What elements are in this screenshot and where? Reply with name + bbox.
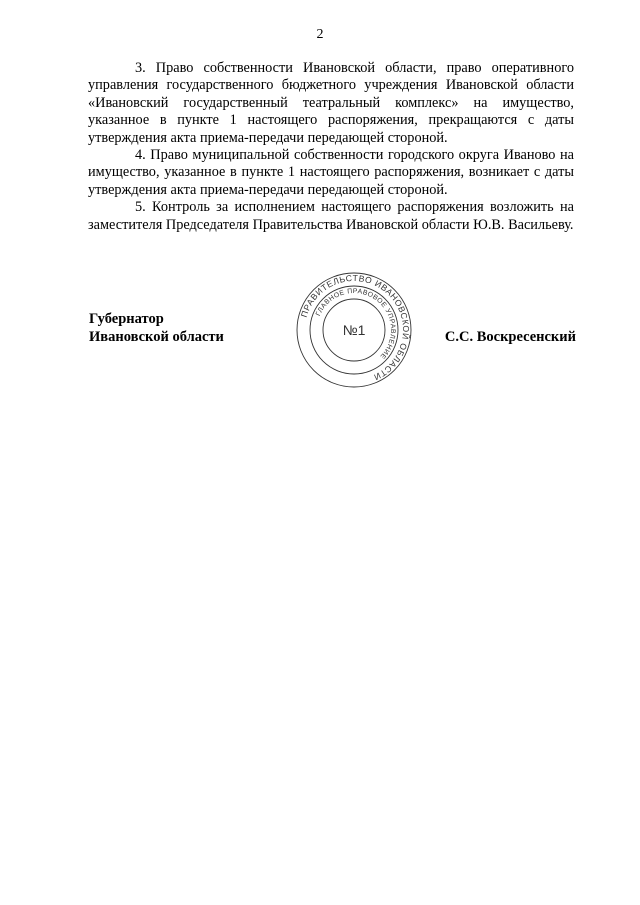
official-stamp <box>294 270 414 390</box>
stamp-number: №1 <box>342 322 366 338</box>
stamp-outer-text: ПРАВИТЕЛЬСТВО ИВАНОВСКОЙ ОБЛАСТИ <box>298 272 412 383</box>
signatory-title <box>89 310 224 346</box>
document-body <box>88 60 574 234</box>
signatory-title-line1: Губернатор <box>89 311 164 327</box>
paragraph-4: 4. Право муниципальной собственности городского округа Иваново на имущество, указанное в пункте 1 настоящего распоряжения, возникает с даты утверждения акта приема-передачи передающей стороной. <box>88 147 574 198</box>
page-number: 2 <box>316 27 324 42</box>
paragraph-3: 3. Право собственности Ивановской области, право оперативного управления государственного бюджетного учреждения Ивановской области «Ивановский государственный театральный комплекс» на имущество, указанное в пункте 1 настоящего распоряжения, прекращаются с даты утверждения акта приема-передачи передающей стороной. <box>88 60 574 146</box>
signatory-title-line2: Ивановской области <box>89 329 224 345</box>
signatory-name: С.С. Воскресенский <box>444 329 576 345</box>
stamp-inner-text: ГЛАВНОЕ ПРАВОВОЕ УПРАВЛЕНИЕ <box>314 287 397 361</box>
paragraph-5: 5. Контроль за исполнением настоящего распоряжения возложить на заместителя Председателя Правительства Ивановской области Ю.В. Васильеву. <box>88 199 574 233</box>
